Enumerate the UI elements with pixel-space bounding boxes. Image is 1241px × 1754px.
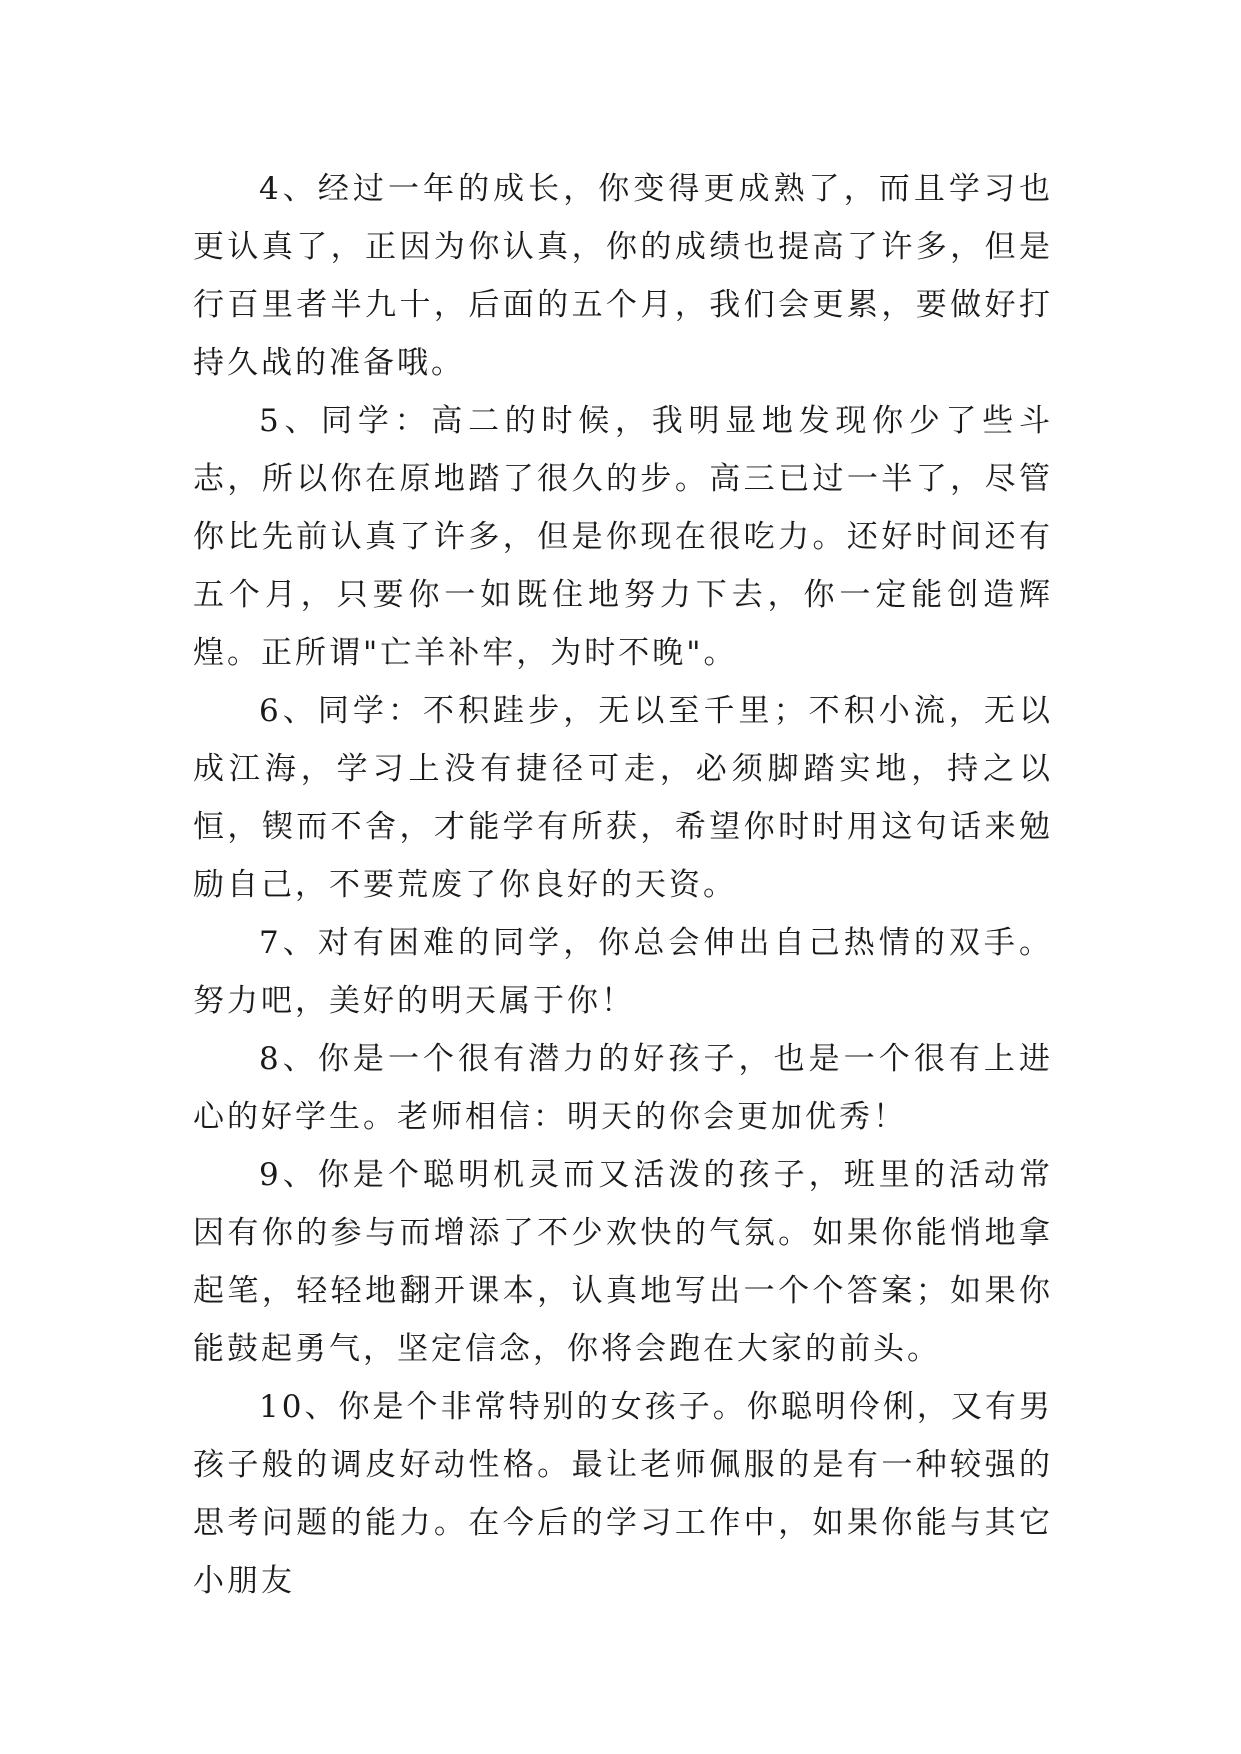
- paragraph-10: 10、你是个非常特别的女孩子。你聪明伶俐，又有男孩子般的调皮好动性格。最让老师佩服的是有一种较强的思考问题的能力。在今后的学习工作中，如果你能与其它小朋友: [193, 1389, 1053, 1599]
- paragraph-6: 6、同学：不积跬步，无以至千里；不积小流，无以成江海，学习上没有捷径可走，必须脚踏实地，持之以恒，锲而不舍，才能学有所获，希望你时时用这句话来勉励自己，不要荒废了你良好的天资。: [193, 693, 1053, 903]
- paragraph-8: 8、你是一个很有潜力的好孩子，也是一个很有上进心的好学生。老师相信：明天的你会更加优秀！: [193, 1041, 1053, 1135]
- paragraph-4: 4、经过一年的成长，你变得更成熟了，而且学习也更认真了，正因为你认真，你的成绩也提高了许多，但是行百里者半九十，后面的五个月，我们会更累，要做好打持久战的准备哦。: [193, 171, 1053, 381]
- paragraph-7: 7、对有困难的同学，你总会伸出自己热情的双手。努力吧，美好的明天属于你！: [193, 925, 1053, 1019]
- paragraph-9: 9、你是个聪明机灵而又活泼的孩子，班里的活动常因有你的参与而增添了不少欢快的气氛。如果你能悄地拿起笔，轻轻地翻开课本，认真地写出一个个答案；如果你能鼓起勇气，坚定信念，你将会跑在大家的前头。: [193, 1157, 1053, 1367]
- document-body: [193, 160, 1053, 1610]
- paragraph-5: 5、同学：高二的时候，我明显地发现你少了些斗志，所以你在原地踏了很久的步。高三已过一半了，尽管你比先前认真了许多，但是你现在很吃力。还好时间还有五个月，只要你一如既住地努力下去，你一定能创造辉煌。正所谓"亡羊补牢，为时不晚"。: [193, 403, 1053, 671]
